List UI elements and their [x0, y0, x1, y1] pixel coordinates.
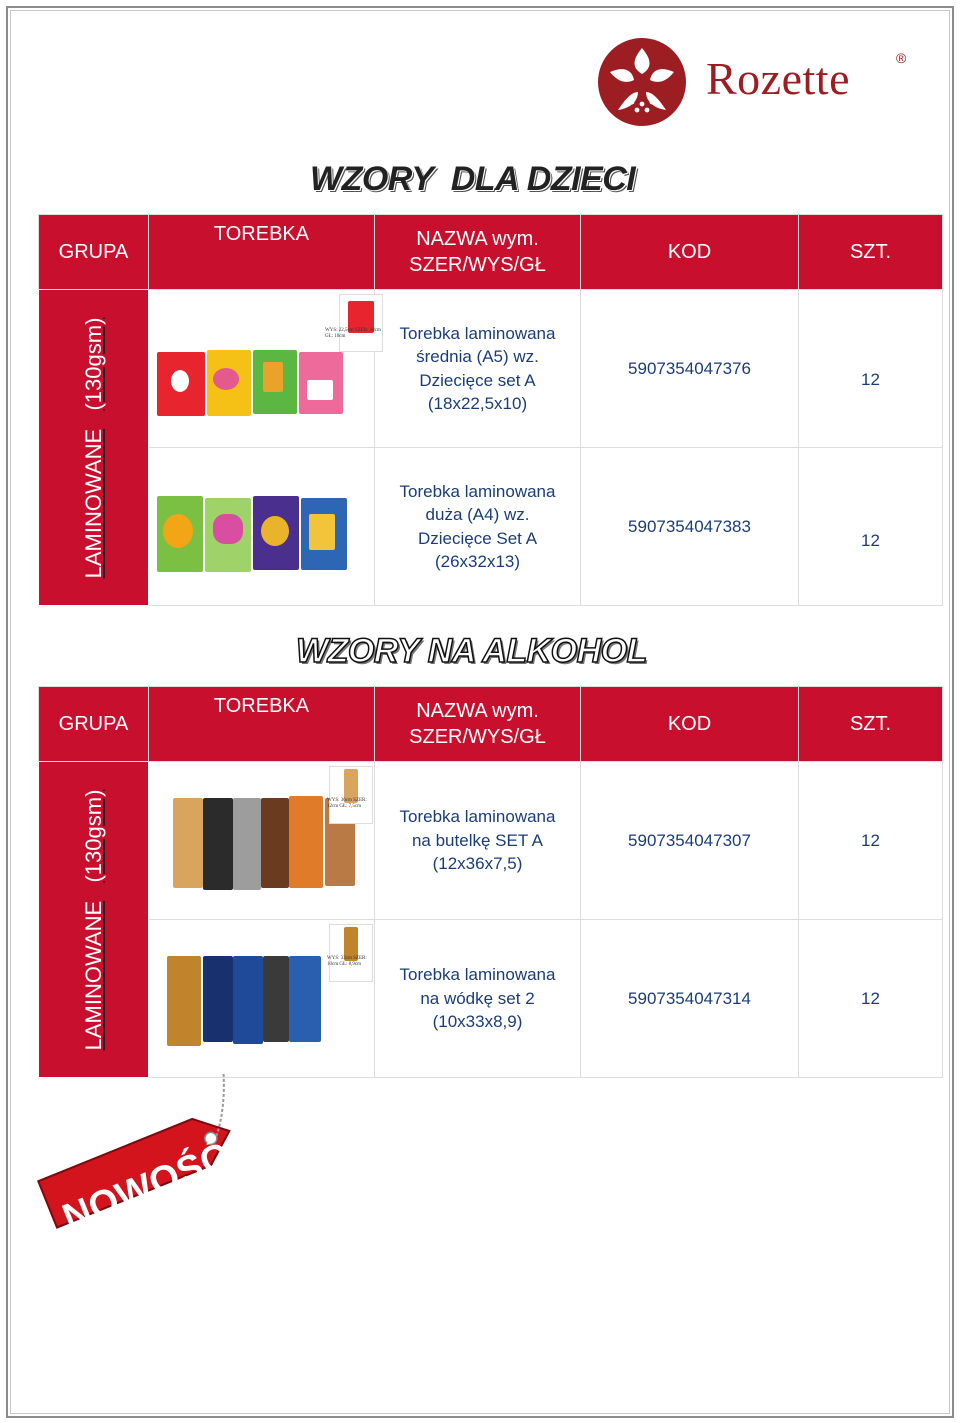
- dimension-text: WYS: 36cm SZER: 12cm GŁ: 7,5cm: [327, 798, 367, 809]
- product-name: Torebka laminowana duża (A4) wz. Dziecięce Set A (26x32x13): [375, 448, 581, 606]
- product-image-kids-a5: [149, 290, 381, 448]
- new-badge: [30, 1070, 260, 1240]
- header-code: KOD: [581, 215, 799, 290]
- section1-title: WZORY DLA DZIECI: [310, 160, 636, 198]
- section1-header-row: [39, 215, 943, 290]
- product-name: Torebka laminowana na wódkę set 2 (10x33x8,9): [375, 920, 581, 1078]
- table-row: [39, 762, 943, 920]
- product-qty: 12: [799, 920, 943, 1078]
- header-name: NAZWA wym. SZER/WYS/GŁ: [375, 687, 581, 762]
- section2-header-row: [39, 687, 943, 762]
- product-code: 5907354047383: [581, 448, 799, 606]
- product-qty: 12: [799, 448, 943, 606]
- header-group: GRUPA: [39, 215, 149, 290]
- header-bag: TOREBKA: [149, 215, 375, 290]
- product-image-vodka-set-2: [149, 920, 375, 1078]
- product-name: Torebka laminowana średnia (A5) wz. Dziecięce set A (18x22,5x10): [375, 290, 581, 448]
- badge-text: NOWOŚĆ: [56, 1134, 236, 1240]
- dimension-text: WYS: 22,5cm SZER: 18cm GŁ: 10cm: [325, 328, 381, 339]
- product-image-kids-a4: [149, 448, 375, 606]
- product-code: 5907354047376: [581, 290, 799, 448]
- group-label: LAMINOWANE (130gsm): [80, 789, 106, 1050]
- rozette-flower-icon: [596, 38, 696, 130]
- header-name: NAZWA wym. SZER/WYS/GŁ: [375, 215, 581, 290]
- tag-icon: [30, 1070, 260, 1240]
- header-code: KOD: [581, 687, 799, 762]
- product-thumb: [329, 924, 373, 982]
- brand-name: Rozette: [706, 53, 850, 104]
- product-code: 5907354047307: [581, 762, 799, 920]
- table-row: [39, 290, 943, 448]
- table-row: [39, 448, 943, 606]
- group-label: LAMINOWANE (130gsm): [80, 317, 106, 578]
- section2-table: [38, 686, 943, 1078]
- section1-table: [38, 214, 943, 606]
- table-row: [39, 920, 943, 1078]
- registered-mark: ®: [896, 50, 907, 66]
- header-group: GRUPA: [39, 687, 149, 762]
- product-thumb: [329, 766, 373, 824]
- header-qty: SZT.: [799, 687, 943, 762]
- product-thumb: [339, 294, 383, 352]
- dimension-text: WYS: 33cm SZER: 10cm GŁ: 8,9cm: [327, 956, 367, 967]
- rozette-logo: [596, 38, 926, 130]
- section2-title: WZORY NA ALKOHOL: [296, 632, 647, 670]
- product-qty: 12: [799, 762, 943, 920]
- product-code: 5907354047314: [581, 920, 799, 1078]
- header-bag: TOREBKA: [149, 687, 375, 762]
- group-cell: [39, 290, 149, 606]
- product-qty: 12: [799, 290, 943, 448]
- product-name: Torebka laminowana na butelkę SET A (12x36x7,5): [375, 762, 581, 920]
- product-image-bottle-set-a: [149, 762, 375, 920]
- group-cell: [39, 762, 149, 1078]
- header-qty: SZT.: [799, 215, 943, 290]
